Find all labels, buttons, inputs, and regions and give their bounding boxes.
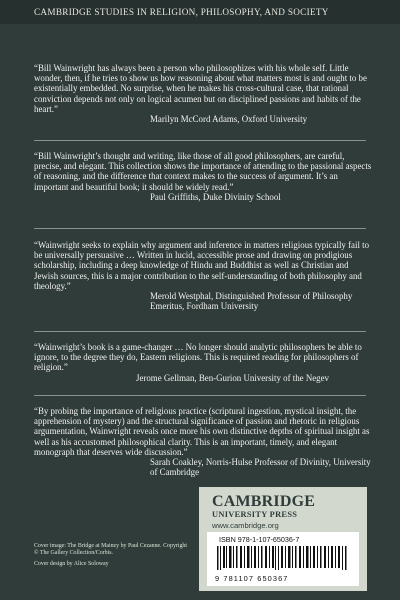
publisher-subtitle: UNIVERSITY PRESS [212, 510, 298, 519]
divider [34, 395, 366, 396]
divider [34, 331, 366, 332]
blurb-3 [34, 240, 372, 311]
cover-image-credit: Cover image: The Bridge at Mainzy by Paul Cezanne. Copyright © The Gallery Collection/Corbis. [34, 543, 188, 557]
barcode-number: 9 781107 650367 [215, 574, 289, 583]
blurb-attribution: Sarah Coakley, Norris-Hulse Professor of Divinity, University of Cambridge [150, 457, 371, 478]
blurb-quote: “Bill Wainwright’s thought and writing, like those of all good philosophers, are careful, precise, and elegant. This collection shows the importance of attending to the passional aspects of reasoning, and the difference that context makes to the success of argument. It’s an important and beautiful book; it should be widely read.” [34, 151, 372, 192]
blurb-1 [34, 63, 372, 124]
cover-design-credit: Cover design by Alice Soloway [34, 561, 109, 568]
blurb-4 [34, 342, 372, 383]
isbn-label: ISBN 978-1-107-65036-7 [219, 535, 300, 544]
series-title: CAMBRIDGE STUDIES IN RELIGION, PHILOSOPHY, AND SOCIETY [0, 0, 400, 24]
blurb-attribution: Marilyn McCord Adams, Oxford University [150, 114, 308, 125]
blurb-5 [34, 406, 372, 477]
cover-credits [34, 543, 192, 569]
barcode [207, 532, 359, 586]
divider [34, 140, 366, 141]
blurb-attribution: Paul Griffiths, Duke Divinity School [150, 191, 281, 202]
blurb-2 [34, 151, 372, 202]
blurb-attribution: Merold Westphal, Distinguished Professor of Philosophy Emeritus, Fordham University [150, 291, 353, 312]
blurb-quote: “Wainwright seeks to explain why argument and inference in matters religious typically fail to be universally persuasive … Written in lucid, accessible prose and drawing on prodigious scholarship, including a deep knowledge of Hindu and Buddhist as well as Christian and Jewish sources, this is a major contribution to the self-understanding of both philosophy and theology.” [34, 240, 370, 291]
publisher-box [199, 487, 367, 591]
blurb-quote: “Bill Wainwright has always been a person who philosophizes with his whole self. Little wonder, then, if he tries to show us how reasoning about what matters most is and ought to be existentially embedded. No surprise, when he makes his cross-cultural case, that rational conviction depends not only on logical acumen but on disciplined passions and habits of the heart.” [34, 63, 367, 114]
blurb-attribution: Jerome Gellman, Ben-Gurion University of the Negev [136, 372, 329, 383]
publisher-url: www.cambridge.org [212, 521, 279, 530]
blurb-quote: “Wainwright’s book is a game-changer … No longer should analytic philosophers be able to ignore, to the degree they do, Eastern religions. This is required reading for philosophers of religion.” [34, 342, 362, 373]
publisher-name: CAMBRIDGE [212, 493, 316, 510]
barcode-bars [215, 546, 351, 570]
divider [34, 228, 366, 229]
blurb-quote: “By probing the importance of religious practice (scriptural ingestion, mystical insight, the apprehension of mystery) and the structural significance of passion and rhetoric in religious argumentation, Wainwright reveals once more his own distinctive depths of spiritual insight as well as his accustomed philosophical clarity. This is an important, timely, and elegant monograph that deserves wide discussion.” [34, 406, 370, 457]
